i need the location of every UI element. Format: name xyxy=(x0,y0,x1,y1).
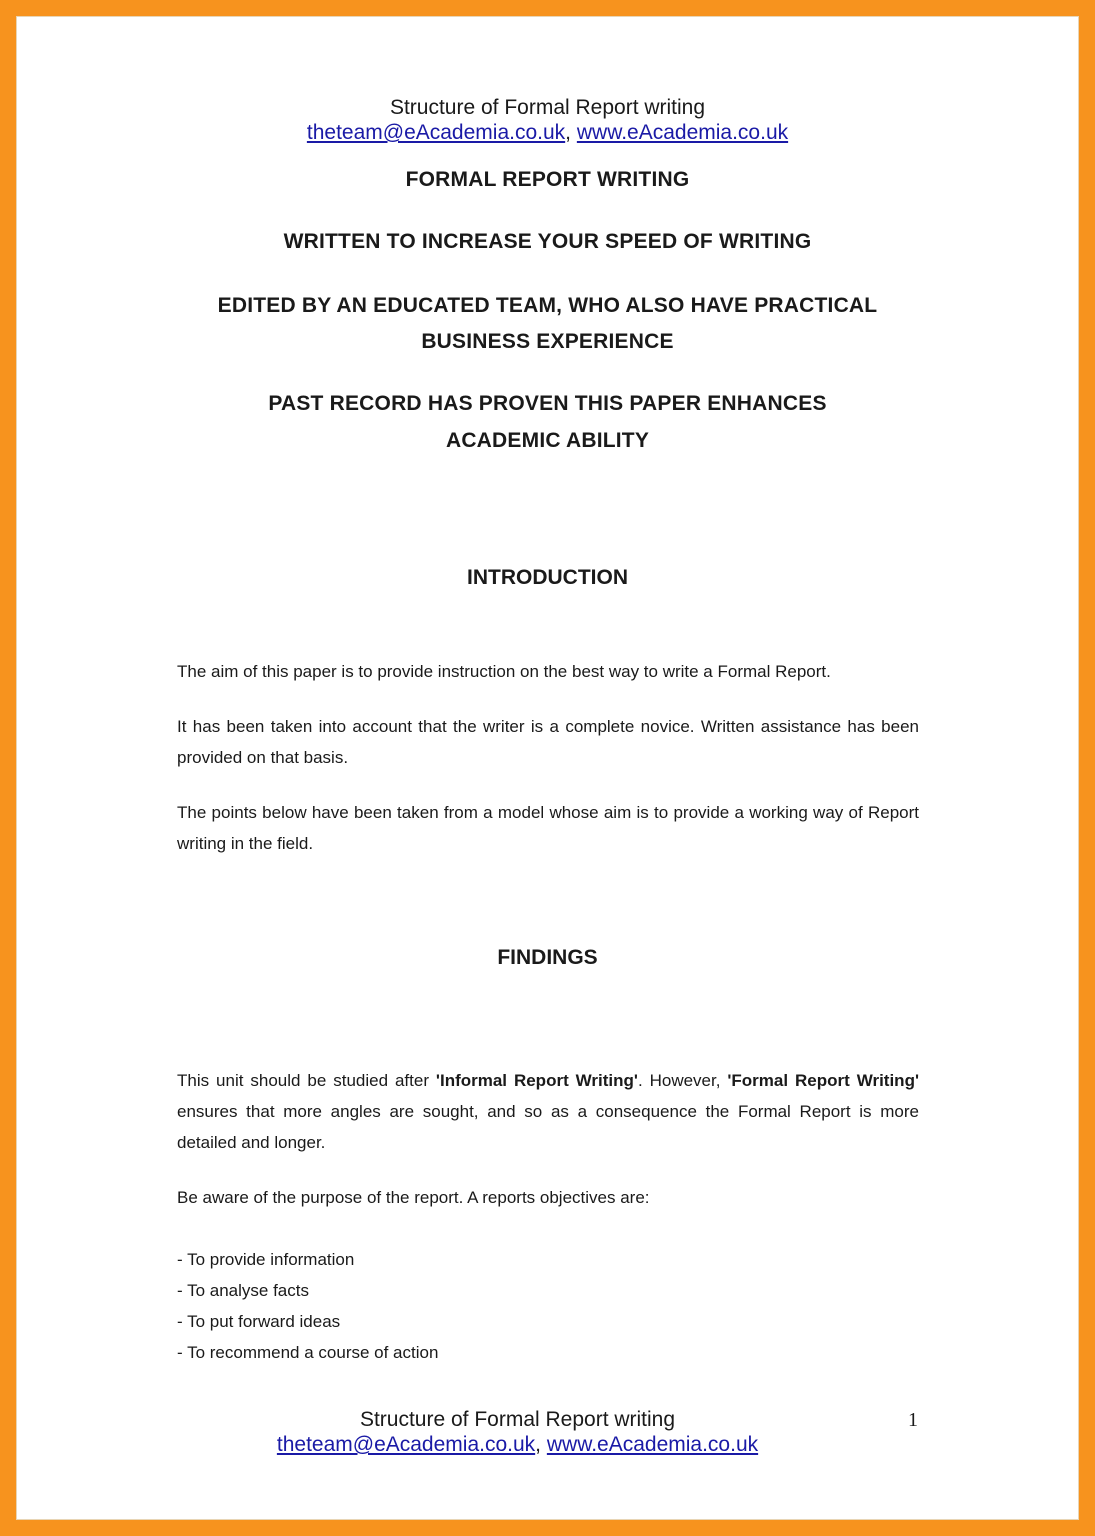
findings-paragraph-1 xyxy=(177,1065,919,1158)
findings-p1-start: This unit should be studied after xyxy=(177,1071,436,1090)
findings-p1-end: ensures that more angles are sought, and so as a consequence the Formal Report is more detailed and longer. xyxy=(177,1102,919,1152)
tagline-heading: WRITTEN TO INCREASE YOUR SPEED OF WRITING xyxy=(283,230,812,253)
objectives-list xyxy=(177,1244,438,1368)
footer-separator: , xyxy=(535,1433,542,1456)
edited-heading-line1: EDITED BY AN EDUCATED TEAM, WHO ALSO HAVE PRACTICAL xyxy=(217,294,878,317)
informal-report-ref: 'Informal Report Writing' xyxy=(435,1071,638,1090)
footer-website-link[interactable]: www.eAcademia.co.uk xyxy=(546,1433,759,1456)
record-heading-line2: ACADEMIC ABILITY xyxy=(445,429,650,452)
findings-paragraph-2: Be aware of the purpose of the report. A reports objectives are: xyxy=(177,1188,650,1207)
header-links xyxy=(16,121,1079,145)
findings-heading: FINDINGS xyxy=(497,946,598,969)
footer-email-link[interactable]: theteam@eAcademia.co.uk xyxy=(276,1433,536,1456)
findings-p1-mid: . However, xyxy=(637,1071,728,1090)
record-heading-line1: PAST RECORD HAS PROVEN THIS PAPER ENHANCES xyxy=(268,392,827,415)
list-item: - To put forward ideas xyxy=(177,1312,341,1331)
main-heading: FORMAL REPORT WRITING xyxy=(405,168,690,191)
header-title: Structure of Formal Report writing xyxy=(389,96,706,119)
header-email-link[interactable]: theteam@eAcademia.co.uk xyxy=(306,121,566,144)
list-item: - To provide information xyxy=(177,1250,355,1269)
footer-title: Structure of Formal Report writing xyxy=(359,1408,676,1431)
intro-paragraph-2: It has been taken into account that the writer is a complete novice. Written assistance has been provided on that basis. xyxy=(177,717,919,767)
header-website-link[interactable]: www.eAcademia.co.uk xyxy=(576,121,789,144)
introduction-heading: INTRODUCTION xyxy=(467,566,628,589)
page-number: 1 xyxy=(908,1409,918,1431)
list-item: - To recommend a course of action xyxy=(177,1343,439,1362)
intro-paragraph-1: The aim of this paper is to provide instruction on the best way to write a Formal Report. xyxy=(177,662,831,681)
intro-paragraph-3: The points below have been taken from a model whose aim is to provide a working way of Report writing in the field. xyxy=(177,803,919,853)
footer-links xyxy=(0,1433,1049,1457)
list-item: - To analyse facts xyxy=(177,1281,309,1300)
document-page xyxy=(16,16,1079,1520)
edited-heading-line2: BUSINESS EXPERIENCE xyxy=(421,330,674,353)
formal-report-ref: 'Formal Report Writing' xyxy=(727,1071,919,1090)
header-separator: , xyxy=(565,121,572,144)
